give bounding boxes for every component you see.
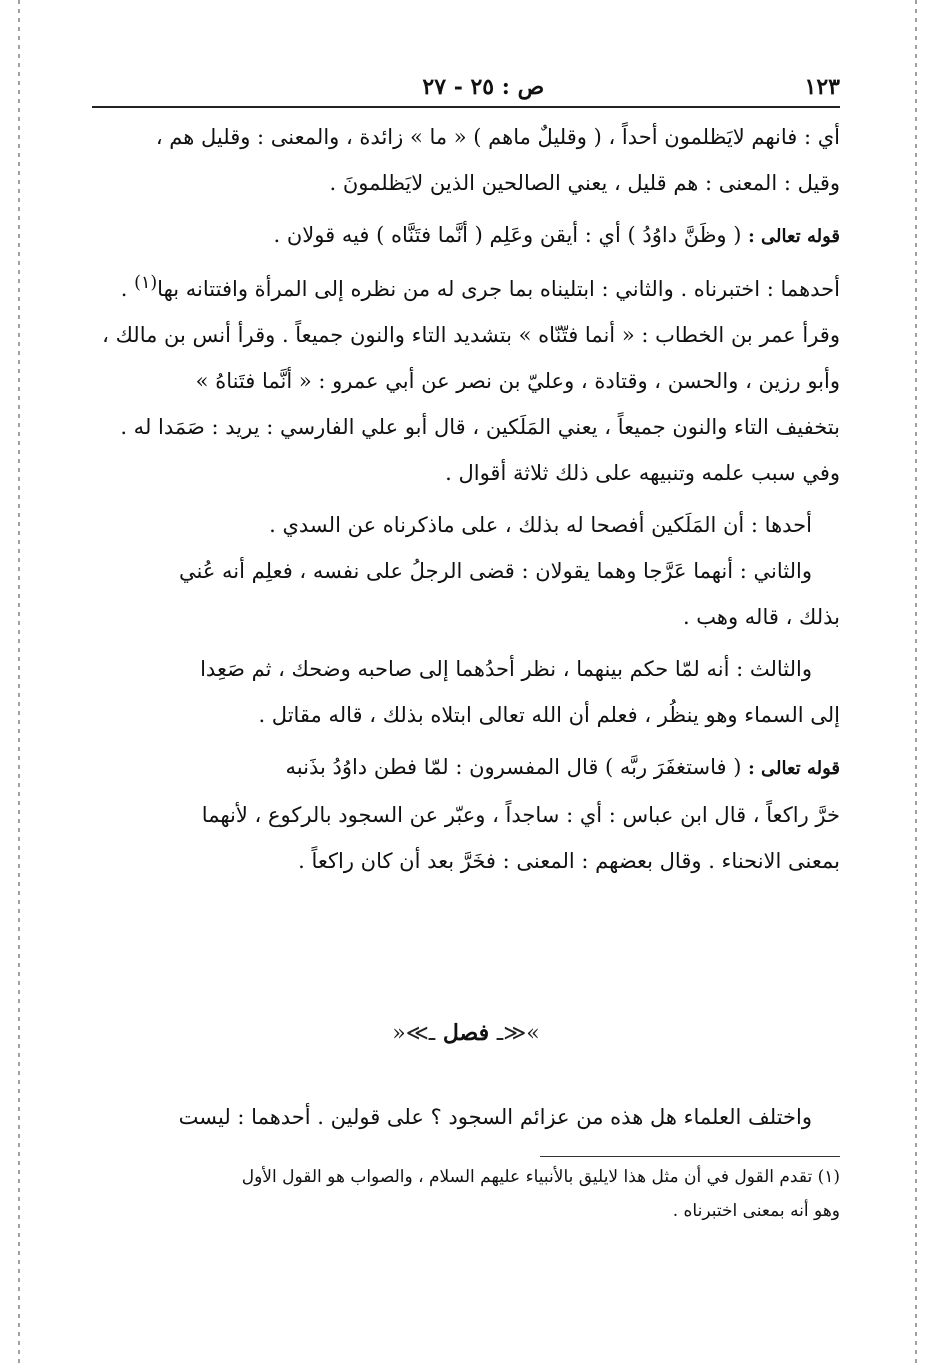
main-text (92, 114, 840, 884)
text-line: والثاني : أنهما عَرَّجا وهما يقولان : قضى الرجلُ على نفسه ، فعلِم أنه عُني (178, 559, 812, 583)
text-line: بذلك ، قاله وهب . (682, 605, 840, 629)
text-line: أي : فانهم لايَظلمون أحداً ، ( وقليلٌ ماهم ) « ما » زائدة ، والمعنى : وقليل هم ، (155, 125, 840, 149)
footnote-marker: (١) (134, 273, 158, 293)
text-line: وفي سبب علمه وتنبيهه على ذلك ثلاثة أقوال . (445, 461, 840, 485)
text-line: أحدهما : اختبرناه . والثاني : ابتليناه بما جرى له من نظره إلى المرأة وافتتانه بها$^{(١)}$ . (120, 273, 840, 301)
ornament-icon: ـ≫« (392, 1021, 436, 1046)
verse-keyword: قوله تعالى : (748, 758, 840, 779)
text-line: بمعنى الانحناء . وقال بعضهم : المعنى : فخَرَّ بعد أن كان راكعاً . (298, 849, 840, 873)
text-line: أحدها : أن المَلَكين أفصحا له بذلك ، على ماذكرناه عن السدي . (269, 513, 812, 537)
text-line: قوله تعالى : ( فاستغفَرَ ربَّه ) قال المفسرون : لمّا فطن داوُدُ بذَنبه (285, 755, 840, 779)
binding-dots-left (18, 0, 20, 1364)
text-line: والثالث : أنه لمّا حكم بينهما ، نظر أحدُهما إلى صاحبه وضحك ، ثم صَعِدا (200, 657, 812, 681)
text-line: وقرأ عمر بن الخطاب : « أنما فتّنّاه » بتشديد التاء والنون جميعاً . وقرأ أنس بن مالك ، (102, 323, 840, 347)
footnote (92, 1160, 840, 1228)
section-heading (92, 1020, 840, 1046)
text-line: خرَّ راكعاً ، قال ابن عباس : أي : ساجداً ، وعبّر عن السجود بالركوع ، لأنهما (201, 803, 840, 827)
section-title: فصل (442, 1020, 490, 1046)
text-line: إلى السماء وهو ينظُر ، فعلم أن الله تعالى ابتلاه بذلك ، قاله مقاتل . (258, 703, 840, 727)
text-line: بتخفيف التاء والنون جميعاً ، يعني المَلَكين ، قال أبو علي الفارسي : يريد : صَمَدا له . (120, 415, 840, 439)
footnote-line: (١) تقدم القول في أن مثل هذا لايليق بالأنبياء عليهم السلام ، والصواب هو القول الأول (241, 1167, 840, 1187)
binding-dots-right (915, 0, 917, 1364)
text-line: واختلف العلماء هل هذه من عزائم السجود ؟ على قولين . أحدهما : ليست (178, 1105, 812, 1129)
text-line: قوله تعالى : ( وظَنَّ داوُدُ ) أي : أيقن وعَلِم ( أنَّما فتَنَّاه ) فيه قولان . (273, 223, 840, 247)
header-rule (92, 106, 840, 108)
footnote-line: وهو أنه بمعنى اختبرناه . (672, 1201, 840, 1221)
verse-reference: ص : ٢٥ - ٢٧ (422, 74, 545, 100)
footnote-rule (540, 1156, 840, 1157)
page-header (92, 66, 840, 100)
ornament-icon: »≪ـ (496, 1021, 540, 1046)
closing-text (92, 1094, 840, 1140)
verse-keyword: قوله تعالى : (748, 226, 840, 247)
text-line: وقيل : المعنى : هم قليل ، يعني الصالحين الذين لايَظلمونَ . (329, 171, 840, 195)
page-number: ١٢٣ (804, 74, 840, 100)
text-line: وأبو رزين ، والحسن ، وقتادة ، وعليّ بن نصر عن أبي عمرو : « أنَّما فتَناهُ » (195, 369, 840, 393)
